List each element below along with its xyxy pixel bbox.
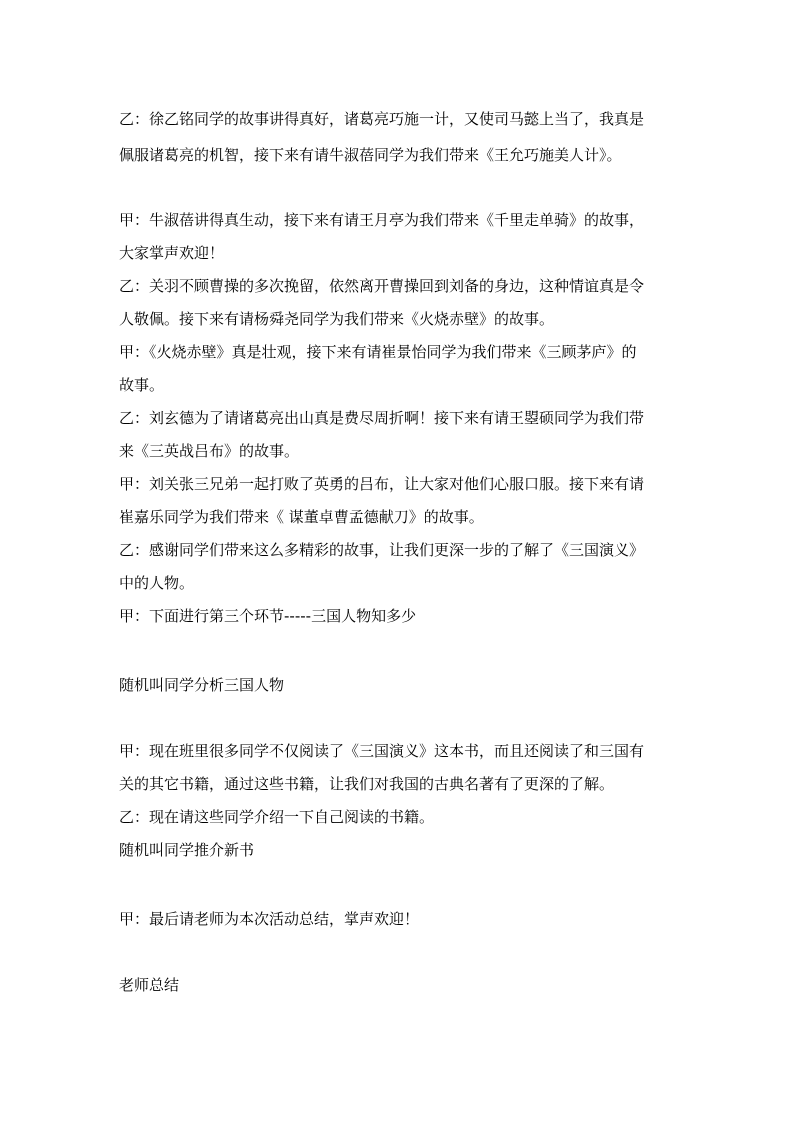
dialogue-line: 甲：下面进行第三个环节-----三国人物知多少 [119, 607, 417, 625]
dialogue-line: 乙：关羽不顾曹操的多次挽留，依然离开曹操回到刘备的身边，这种情谊真是令 [119, 277, 645, 295]
dialogue-line: 乙：徐乙铭同学的故事讲得真好，诸葛亮巧施一计，又使司马懿上当了，我真是 [119, 110, 645, 128]
dialogue-line: 来《三英战吕布》的故事。 [119, 442, 300, 460]
dialogue-line: 甲：现在班里很多同学不仅阅读了《三国演义》这本书，而且还阅读了和三国有 [119, 742, 645, 760]
dialogue-line: 甲：刘关张三兄弟一起打败了英勇的吕布，让大家对他们心服口服。接下来有请 [119, 475, 645, 493]
dialogue-line: 甲：《火烧赤壁》真是壮观，接下来有请崔景怡同学为我们带来《三顾茅庐》的 [119, 343, 637, 361]
dialogue-line: 崔嘉乐同学为我们带来《 谋董卓曹孟德献刀》的故事。 [119, 508, 484, 526]
dialogue-line: 中的人物。 [119, 574, 195, 592]
dialogue-line: 故事。 [119, 376, 165, 394]
dialogue-line: 甲：最后请老师为本次活动总结，掌声欢迎！ [119, 910, 420, 928]
stage-direction: 随机叫同学推介新书 [119, 841, 255, 859]
dialogue-line: 乙：现在请这些同学介绍一下自己阅读的书籍。 [119, 808, 435, 826]
dialogue-line: 人敬佩。接下来有请杨舜尧同学为我们带来《火烧赤壁》的故事。 [119, 310, 555, 328]
dialogue-line: 乙：感谢同学们带来这么多精彩的故事，让我们更深一步的了解了《三国演义》 [119, 541, 645, 559]
dialogue-line: 佩服诸葛亮的机智，接下来有请牛淑蓓同学为我们带来《王允巧施美人计》。 [119, 146, 622, 164]
dialogue-line: 关的其它书籍，通过这些书籍，让我们对我国的古典名著有了更深的了解。 [119, 775, 615, 793]
stage-direction: 老师总结 [119, 976, 180, 994]
dialogue-line: 大家掌声欢迎！ [119, 244, 225, 262]
stage-direction: 随机叫同学分析三国人物 [119, 676, 285, 694]
dialogue-line: 乙：刘玄德为了请诸葛亮出山真是费尽周折啊！接下来有请王曌硕同学为我们带 [119, 409, 645, 427]
dialogue-line: 甲：牛淑蓓讲得真生动，接下来有请王月亭为我们带来《千里走单骑》的故事， [119, 211, 645, 229]
